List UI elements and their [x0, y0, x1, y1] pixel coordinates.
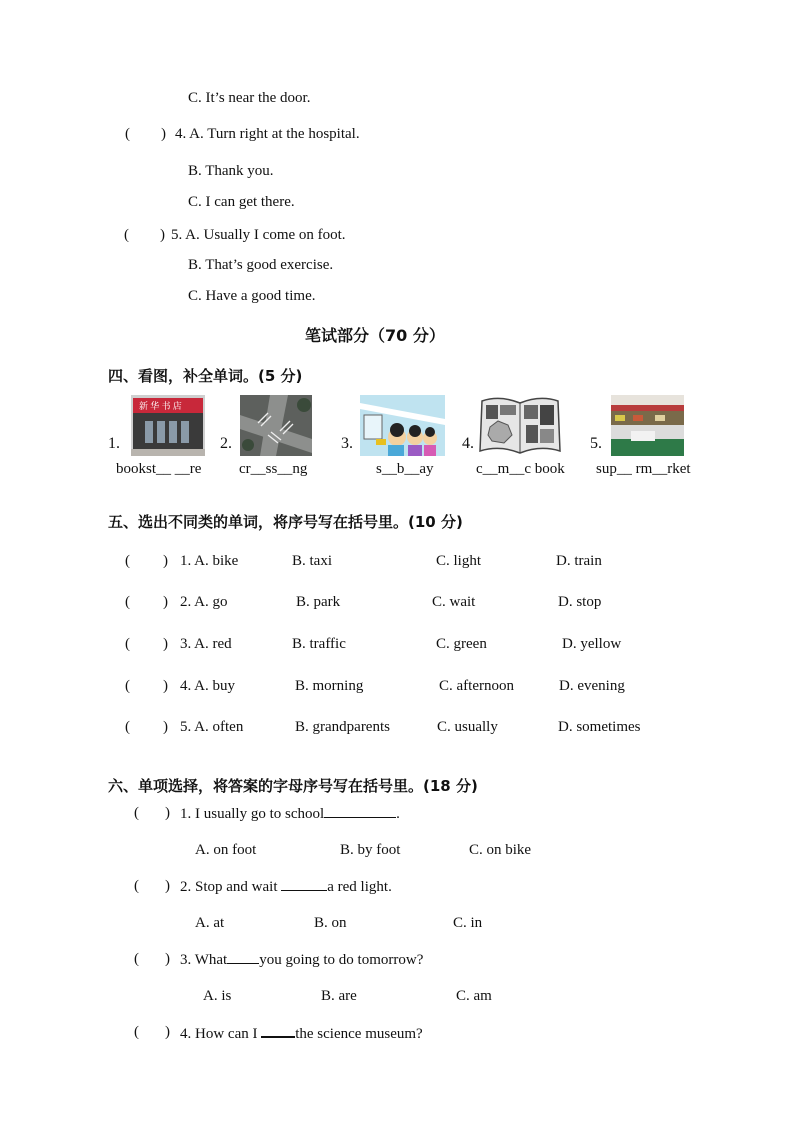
item-number: 4. [462, 435, 474, 452]
option-a: 5. A. often [180, 719, 244, 735]
answer-paren-close: ) [163, 594, 168, 610]
option-b: B. park [296, 594, 341, 610]
answer-paren-open[interactable]: ( [134, 1024, 139, 1040]
stem-text: 4. How can I [180, 1026, 262, 1042]
section-6-title: 六、单项选择，将答案的字母序号写在括号里。(18 分) [108, 777, 478, 795]
option-c: C. am [456, 988, 492, 1004]
option-c: C. green [436, 636, 487, 652]
answer-paren-open[interactable]: ( [125, 678, 130, 694]
option-c: C. in [453, 915, 483, 931]
answer-blank[interactable] [324, 805, 396, 818]
question-stem [180, 951, 423, 969]
answer-blank[interactable] [261, 1024, 295, 1038]
stem-text-end: the science museum? [295, 1026, 423, 1042]
option-d: D. sometimes [558, 719, 641, 735]
option-a: 3. A. red [180, 636, 232, 652]
option-b: B. are [321, 988, 357, 1004]
answer-paren-open[interactable]: ( [125, 594, 130, 610]
svg-text:新 华 书 店: 新 华 书 店 [139, 401, 182, 411]
answer-paren-open[interactable]: ( [134, 878, 139, 894]
stem-text: 2. Stop and wait [180, 879, 282, 895]
answer-paren-close: ) [163, 719, 168, 735]
question-4-option-c: C. I can get there. [188, 194, 295, 210]
option-d: D. yellow [562, 636, 622, 652]
question-5-option-c: C. Have a good time. [188, 288, 316, 304]
answer-paren-close: ) [160, 227, 165, 243]
answer-paren-close: ) [165, 878, 170, 894]
option-a: 2. A. go [180, 594, 228, 610]
answer-paren-close: ) [163, 678, 168, 694]
item-number: 5. [590, 435, 602, 452]
option-d: D. train [556, 553, 602, 569]
item-number: 1. [108, 435, 120, 452]
option-b: B. on [314, 915, 347, 931]
question-5-option-b: B. That’s good exercise. [188, 257, 334, 273]
answer-paren-close: ) [165, 805, 170, 821]
stem-text-end: a red light. [327, 879, 392, 895]
option-c: C. afternoon [439, 678, 514, 694]
option-b: B. grandparents [295, 719, 390, 735]
option-c: C. wait [432, 594, 476, 610]
word-fill-4: c__m__c book [476, 461, 565, 477]
option-a: 1. A. bike [180, 553, 239, 569]
answer-paren-close: ) [163, 636, 168, 652]
stem-text-end: you going to do tomorrow? [259, 952, 424, 968]
option-d: D. stop [558, 594, 602, 610]
word-fill-3: s__b__ay [376, 461, 434, 477]
answer-blank[interactable] [227, 951, 259, 964]
comic-book-image [478, 395, 562, 456]
option-b: B. by foot [340, 842, 401, 858]
answer-paren-close: ) [165, 951, 170, 967]
option-a: 4. A. buy [180, 678, 236, 694]
supermarket-image [611, 395, 684, 456]
stem-text: 3. What [180, 952, 228, 968]
word-fill-2: cr__ss__ng [239, 461, 308, 477]
option-d: D. evening [559, 678, 625, 694]
word-fill-5: sup__ rm__rket [596, 461, 691, 477]
answer-paren-open[interactable]: ( [125, 553, 130, 569]
stem-text: 1. I usually go to school [180, 806, 325, 822]
answer-paren-open[interactable]: ( [134, 805, 139, 821]
answer-paren-close: ) [161, 126, 166, 142]
question-4-option-a: 4. A. Turn right at the hospital. [175, 126, 360, 142]
option-a: A. is [203, 988, 232, 1004]
stem-text-end: . [396, 806, 400, 822]
answer-paren-close: ) [163, 553, 168, 569]
answer-paren-close: ) [165, 1024, 170, 1040]
option-c: C. on bike [469, 842, 532, 858]
question-5-option-a: 5. A. Usually I come on foot. [171, 227, 346, 243]
question-stem [180, 878, 392, 896]
answer-paren-open[interactable]: ( [134, 951, 139, 967]
item-number: 3. [341, 435, 353, 452]
option-b: B. morning [295, 678, 364, 694]
item-number: 2. [220, 435, 232, 452]
option-c: C. usually [437, 719, 498, 735]
answer-paren-open[interactable]: ( [124, 227, 129, 243]
question-stem [180, 1024, 423, 1043]
answer-paren-open[interactable]: ( [125, 719, 130, 735]
crossing-image [240, 395, 312, 456]
section-4-title: 四、看图，补全单词。(5 分) [108, 367, 303, 385]
word-fill-1: bookst__ __re [116, 461, 202, 477]
option-c: C. light [436, 553, 482, 569]
answer-paren-open[interactable]: ( [125, 126, 130, 142]
bookstore-image [131, 395, 205, 456]
question-4-option-b: B. Thank you. [188, 163, 274, 179]
question-stem [180, 805, 400, 823]
section-5-title: 五、选出不同类的单词，将序号写在括号里。(10 分) [108, 513, 463, 531]
option-a: A. at [195, 915, 225, 931]
answer-paren-open[interactable]: ( [125, 636, 130, 652]
option-b: B. taxi [292, 553, 332, 569]
answer-blank[interactable] [281, 878, 327, 891]
subway-image [360, 395, 445, 456]
written-part-title: 笔试部分（70 分） [305, 326, 445, 345]
option-b: B. traffic [292, 636, 346, 652]
option-a: A. on foot [195, 842, 257, 858]
q3-option-c: C. It’s near the door. [188, 90, 311, 106]
